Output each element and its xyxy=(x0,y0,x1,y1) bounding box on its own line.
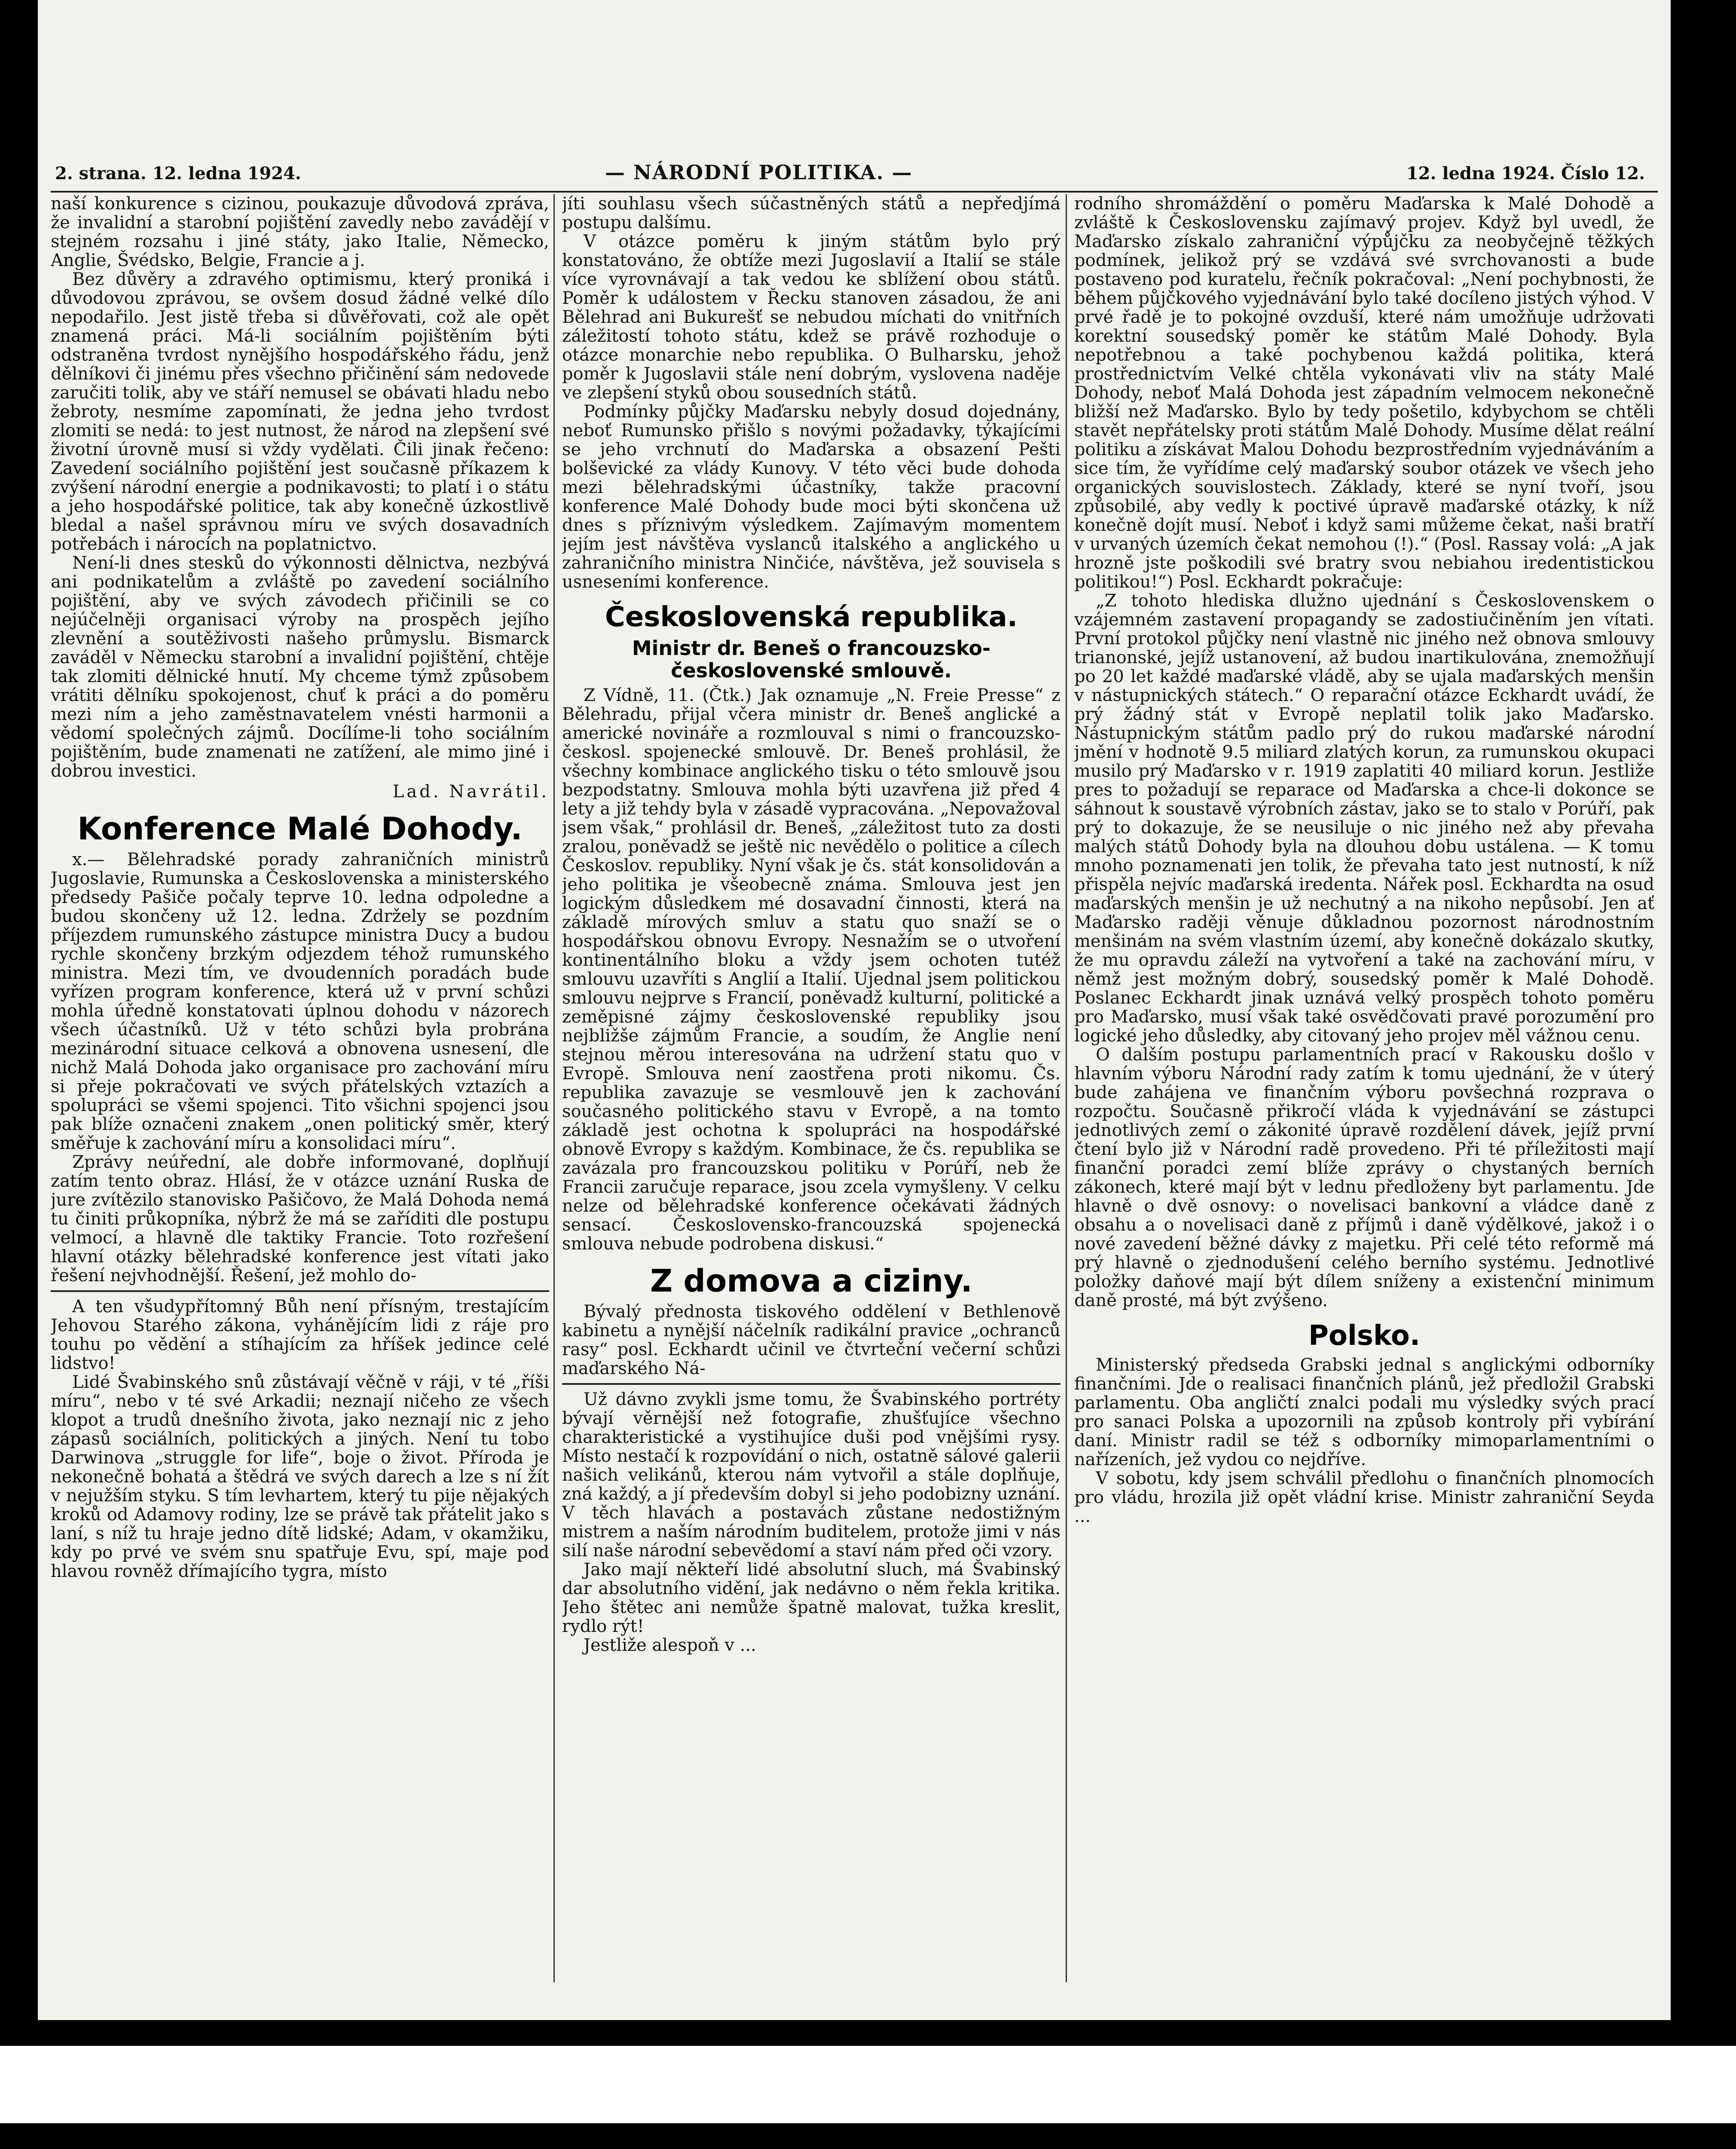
paragraph: Jestliže alespoň v ... xyxy=(584,1635,756,1655)
masthead: — NÁRODNÍ POLITIKA. — xyxy=(605,161,913,184)
paragraph: jíti souhlasu všech súčastněných států a nepředjímá postupu dalšímu. xyxy=(562,194,1061,233)
paragraph: Není-li dnes stesků do výkonnosti dělnictva, nezbývá ani podnikatelům a zvláště po zavedení sociálního pojištění, aby ve svých závodech přičinili se co nejúčelněji organisaci výroby na prospěch jejího zlevnění a soutěživosti našeho průmyslu. Bismarck zaváděl v Německu starobní a invalidní pojištění, chtěje tak zlomiti dělnické hnutí. My chceme týmž způsobem vrátiti dělníku spokojenost, chuť k práci a do poměru mezi ním a jeho zaměstnavatelem vnésti harmonii a vědomí společných zájmů. Docílíme-li toho sociálním pojištěním, bude znamenati ne zatížení, ale mimo jiné i dobrou investici. xyxy=(51,553,549,781)
column-1 xyxy=(51,194,549,2017)
section-rule xyxy=(51,1290,549,1292)
header-right: 12. ledna 1924. Číslo 12. xyxy=(1406,163,1645,184)
paragraph: Podmínky půjčky Maďarsku nebyly dosud dojednány, neboť Rumunsko přišlo s novými požadavky, týkajícími se jeho vrchnutí do Maďarska a obsazení Pešti bolševické za vlády Kunovy. V této věci bude dohoda mezi bělehradskými účastníky, takže pracovní konference Malé Dohody bude moci býti skončena už dnes s příznivým výsledkem. Zajímavým momentem jejím jest návštěva vyslanců italského a anglického u zahraničního ministra Ninčiće, návštěva, jež souvisela s usneseními konference. xyxy=(562,402,1061,592)
section-rule xyxy=(562,1383,1061,1385)
subheadline: Ministr dr. Beneš o francouzsko-československé smlouvě. xyxy=(632,637,991,682)
paragraph: x.— Bělehradské porady zahraničních ministrů Jugoslavie, Rumunska a Československa a ministerského předsedy Pašiče počaly teprve 10. ledna odpoledne a budou skončeny už 12. ledna. Zdržely se pozdním příjezdem rumunského zástupce ministra Ducy a budou rychle skončeny brzkým odjezdem téhož rumunského ministra. Mezi tím, ve dvoudenních poradách bude vyřízen program konference, která už v první schůzi mohla úředně konstatovati úplnou dohodu v názorech všech účastníků. Už v této schůzi byla probrána mezinárodní situace celková a obnovena usnesení, dle nichž Malá Dohoda jako organisace pro zachování míru si přeje pokračovati ve svých přátelských vztazích a spolupráci se všemi spojenci. Tito všichni spojenci jsou pak blíže označeni znakem „onen politický směr, který směřuje k zachování míru a konsolidaci míru“. xyxy=(51,850,549,1153)
column-2 xyxy=(562,194,1061,2017)
column-3 xyxy=(1074,194,1654,2017)
paragraph: rodního shromáždění o poměru Maďarska k Malé Dohodě a zvláště k Československu zajímavý projev. Když byl uvedl, že Maďarsko získalo zahraniční výpůjčku za neobyčejně těžkých podmínek, jelikož prý se vzdává své svrchovanosti a bude postaveno pod kuratelu, řečník pokračoval: „Není pochybnosti, že během půjčkového vyjednávání bylo také docíleno jistých výhod. V prvé řadě je to pokojné ovzduší, které nám umožňuje udržovati korektní sousedský poměr ke státům Malé Dohody. Byla nepotřebnou a také pochybenou každá politika, která prostřednictvím Velké chtěla vykonávati vliv na státy Malé Dohody, neboť Malá Dohoda jest západním velmocem nekonečně bližší než Maďarsko. Bylo by tedy pošetilo, kdybychom se chtěli stavět nepřátelsky proti státům Malé Dohody. Musíme dělat reální politiku a získávat Malou Dohodu bezprostředním vyjednáváním a sice tím, že vyřídíme celý maďarský soubor otázek ve všech jeho organických souvislostech. Základy, které se nyní tvoří, jsou způsobilé, aby vedly k poctivé úpravě maďarské otázky, k níž konečně dojít musí. Neboť i když sami můžeme čekat, naši bratří v urvaných územích čekat nemohou (!).“ (Posl. Rassay volá: „A jak hrozně jste poškodili své bratry svou nebiahou iredentistickou politikou!“) Posl. Eckhardt pokračuje: xyxy=(1074,194,1654,592)
paragraph: V otázce poměru k jiným státům bylo prý konstatováno, že obtíže mezi Jugoslavií a Italií se stále více vyrovnávají a tak vedou ke sblížení obou států. Poměr k událostem v Řecku stanoven zásadou, že ani Bělehrad ani Bukurešť se nebudou míchati do vnitřních záležitostí tohoto státu, kdež se právě rozhoduje o otázce monarchie nebo republika. O Bulharsku, jehož poměr k Jugoslavii stále není dobrým, vyslovena naděje ve zlepšení styků obou sousedních států. xyxy=(562,232,1061,403)
column-divider xyxy=(1066,194,1067,1982)
scan-band xyxy=(0,2046,1736,2123)
paragraph: O dalším postupu parlamentních prací v Rakousku došlo v hlavním výboru Národní rady zatím k tomu ujednání, že v úterý bude zahájena ve finančním výboru povšechná rozprava o rozpočtu. Současně přikročí vláda k vyjednávání se zástupci jednotlivých zemí o zákonité úpravě rozdělení dávek, jejíž první čtení bylo již v Národní radě provedeno. Při té příležitosti mají finanční poradci zemí blíže zprávy o chystaných berních zákonech, které mají být v lednu předloženy byt parlamentu. Jde hlavně o dvě osnovy: o novelisaci bankovní a vládce daně z obsahu a o novelisaci daně z příjmů i daně výdělkové, jakož i o nové zavedení běžné dávky z majetku. Při celé této reformě má prý hlavně o zjednodušení celého berního systému. Jednotlivé položky daňové mají být dílem sníženy a existenční minimum daně prosté, má být zvýšeno. xyxy=(1074,1045,1654,1310)
headline: Konference Malé Dohody. xyxy=(77,811,523,847)
paragraph: Bývalý přednosta tiskového oddělení v Bethlenově kabinetu a nynější náčelník radikální pravice „ochranců rasy“ posl. Eckhardt učinil ve čtvrteční večerní schůzi maďarského Ná- xyxy=(562,1302,1061,1378)
header-left: 2. strana. 12. ledna 1924. xyxy=(55,163,301,184)
paragraph: Jako mají někteří lidé absolutní sluch, má Švabinský dar absolutního vidění, jak nedávno o něm řekla kritika. Jeho štětec ani nemůže špatně malovat, tužka kreslit, rydlo rýt! xyxy=(562,1560,1061,1636)
paragraph: „Z tohoto hlediska dlužno ujednání s Československem o vzájemném zastavení propagandy se zadostiučiněním jen vítati. První protokol půjčky není vlastně nic jiného než obnova smlouvy trianonské, jejíž ustanovení, až budou inartikulována, znemožňují po 20 let každé maďarské vládě, aby se ujala maďarských menšin v nástupnických státech.“ O reparační otázce Eckhardt uvádí, že prý žádný stát v Evropě neplatil tolik jako Maďarsko. Nástupnickým státům padlo prý do rukou maďarské národní jmění v hodnotě 9.5 miliard zlatých korun, za rumunskou okupaci musilo prý Maďarsko v r. 1919 zaplatiti 40 miliard korun. Jestliže pres to požadují se reparace od Maďarska a chce-li dokonce se sáhnout k soustavě výrobních zástav, jako se to stalo v Porúří, pak prý to dokazuje, že se neusiluje o nic jiného než aby převaha malých států Dohody byla na dlouhou dobu ustálena. — K tomu mnoho poznamenati jen tolik, že převaha tato jest nutností, k níž přispěla nejvíc maďarská iredenta. Nářek posl. Eckhardta na osud maďarských menšin je už nechutný a na nikoho nepůsobí. Jen ať Maďarsko raději věnuje důkladnou pozornost národnostním menšinám na svém vlastním území, aby konečně dokázalo skutky, že mu opravdu záleží na vytvoření a také na zachování míru, v němž jest možným dobrý, sousedský poměr k Malé Dohodě. Poslanec Eckhardt jinak uznává velký prospěch tohoto poměru pro Maďarsko, musí však také osvědčovati pravé porozumění pro logické jeho důsledky, aby citovaný jeho projev měl vážnou cenu. xyxy=(1074,591,1654,1046)
paragraph: Už dávno zvykli jsme tomu, že Švabinského portréty bývají věrnější než fotografie, zhušťujíce všechno charakteristické a vystihujíce duši pod vnějšími rysy. Místo nestačí k rozpovídání o nich, ostatně sálové galerii našich velikánů, kterou nám vytvořil a stále doplňuje, zná každý, a jí především dobyl si jeho podobizny uznání. V těch hlavách a postavách zůstane nedostižným mistrem a naším národním buditelem, protože jimi v nás silí naše národní sebevědomí a staví nám před oči vzory. xyxy=(562,1390,1061,1561)
page-header xyxy=(38,155,1671,189)
headline: Z domova a ciziny. xyxy=(650,1263,972,1299)
newspaper-page xyxy=(38,0,1671,2020)
paragraph: Z Vídně, 11. (Čtk.) Jak oznamuje „N. Freie Presse“ z Bělehradu, přijal včera ministr dr. Beneš anglické a americké novináře a rozmlouval s nimi o francouzsko-českosl. spojenecké smlouvě. Dr. Beneš prohlásil, že všechny kombinace anglického tisku o této smlouvě jsou bezpodstatny. Smlouva mohla býti uzavřena již před 4 lety a již tehdy byla v zásadě vypracována. „Nepovažoval jsem však,“ prohlásil dr. Beneš, „záležitost tuto za dosti zralou, poněvadž se ještě nic nevědělo o politice a cílech Českoslov. republiky. Nyní však je čs. stát konsolidován a jeho politika je všeobecně známa. Smlouva jest jen logickým důsledkem mé dosavadní činnosti, která na základě mírových smluv a statu quo snaží se o hospodářskou obnovu Evropy. Nesnažím se o utvoření kontinentálního bloku a vždy jsem ochoten tutéž smlouvu uzavříti s Anglií a Italií. Ujednal jsem politickou smlouvu nejprve s Francií, poněvadž kulturní, politické a zeměpisné zájmy československé republiky jsou nejbližše zájmům Francie, a soudím, že Anglie není stejnou měrou interesována na udržení statu quo v Evropě. Smlouva není zaostřena proti nikomu. Čs. republika zavazuje se vesmlouvě jen k zachování současného politického stavu v Evropě, a na tomto základě jest ochotna k spolupráci na hospodářské obnově Evropy s každým. Kombinace, že čs. republika se zavázala pro francouzskou politiku v Porúří, neb že Francii zaručuje reparace, jsou zcela vymyšleny. V celku nelze od bělehradské konference očekávati žádných sensací. Československo-francouzská spojenecká smlouva nebude podrobena diskusi.“ xyxy=(562,686,1061,1254)
headline: Československá republika. xyxy=(605,601,1018,633)
signature: Lad. Navrátil. xyxy=(392,782,549,802)
paragraph: naší konkurence s cizinou, poukazuje důvodová zpráva, že invalidní a starobní pojištění zavedly nebo zavádějí v stejném rozsahu i jiné státy, jako Italie, Německo, Anglie, Švédsko, Belgie, Francie a j. xyxy=(51,194,549,270)
header-rule xyxy=(51,191,1658,193)
paragraph: Ministerský předseda Grabski jednal s anglickými odborníky finančními. Jde o realisaci finančních plánů, jež předložil Grabski parlamentu. Oba angličtí znalci podali mu výsledky svých prací pro sanaci Polska a upozornili na způsob kontroly při vybírání daní. Ministr radil se též s odborníky mimoparlamentními o nařízeních, jež vydou co nejdříve. xyxy=(1074,1355,1654,1469)
paragraph: Bez důvěry a zdravého optimismu, který proniká i důvodovou zprávou, se ovšem dosud žádné velké dílo nepodařilo. Jest jistě třeba si důvěřovati, což ale opět znamená práci. Má-li sociálním pojištěním býti odstraněna tvrdost nynějšího hospodářského řádu, jenž dělníkovi či jinému přes všechno přičinění sám nedovede zaručiti tolik, aby ve stáří nemusel se obávati hladu nebo žebroty, nesmíme zapomínati, že jedna jeho tvrdost zlomiti se nedá: to jest nutnost, že národ na zlepšení své životní úrovně musí si vždy vydělati. Čili jinak řečeno: Zavedení sociálního pojištění jest současně příkazem k zvýšení národní energie a podnikavosti; to platí i o státu a jeho hospodářské politice, tak aby konečně úzkostlivě bledal a našel správnou míru ve svých dosavadních potřebách i nárocích na poplatnictvo. xyxy=(51,269,549,554)
paragraph: V sobotu, kdy jsem schválil předlohu o finančních plnomocích pro vládu, hrozila již opět vládní krise. Ministr zahraniční Seyda ... xyxy=(1074,1469,1654,1526)
column-divider xyxy=(553,194,555,1982)
paragraph: Lidé Švabinského snů zůstávají věčně v ráji, v té „říši míru“, nebo v té své Arkadii; neznají ničeho ze všech klopot a trudů dnešního života, jako neznají nic z jeho zápasů sociálních, politických a jiných. Není tu tobo Darwinova „struggle for life“, boje o život. Příroda je nekonečně bohatá a štědrá ve svých darech a lze s ní žít v nejužším styku. S tím levhartem, který tu pije nějakých kroků od Adamovy rodiny, lze se právě tak přátelit jako s laní, s níž tu hraje jedno dítě lidské; Adam, v okamžiku, kdy po prvé ve svém snu spatřuje Evu, spí, maje pod hlavou rovněž dřímajícího tygra, místo xyxy=(51,1372,549,1581)
paragraph: Zprávy neúřední, ale dobře informované, doplňují zatím tento obraz. Hlásí, že v otázce uznání Ruska de jure zvítězilo stanovisko Pašičovo, že Malá Dohoda nemá tu činiti průkopníka, nýbrž že má se zaříditi dle postupu velmocí, a hlavně dle taktiky Francie. Toto rozřešení hlavní otázky bělehradské konference jest vítati jako řešení nejvhodnější. Řešení, jež mohlo do- xyxy=(51,1152,549,1286)
headline: Polsko. xyxy=(1308,1320,1421,1352)
paragraph: A ten všudypřítomný Bůh není přísným, trestajícím Jehovou Starého zákona, vyhánějícím lidi z ráje pro touhu po vědění a stíhajícím za hříšek jedince celé lidstvo! xyxy=(51,1297,549,1373)
